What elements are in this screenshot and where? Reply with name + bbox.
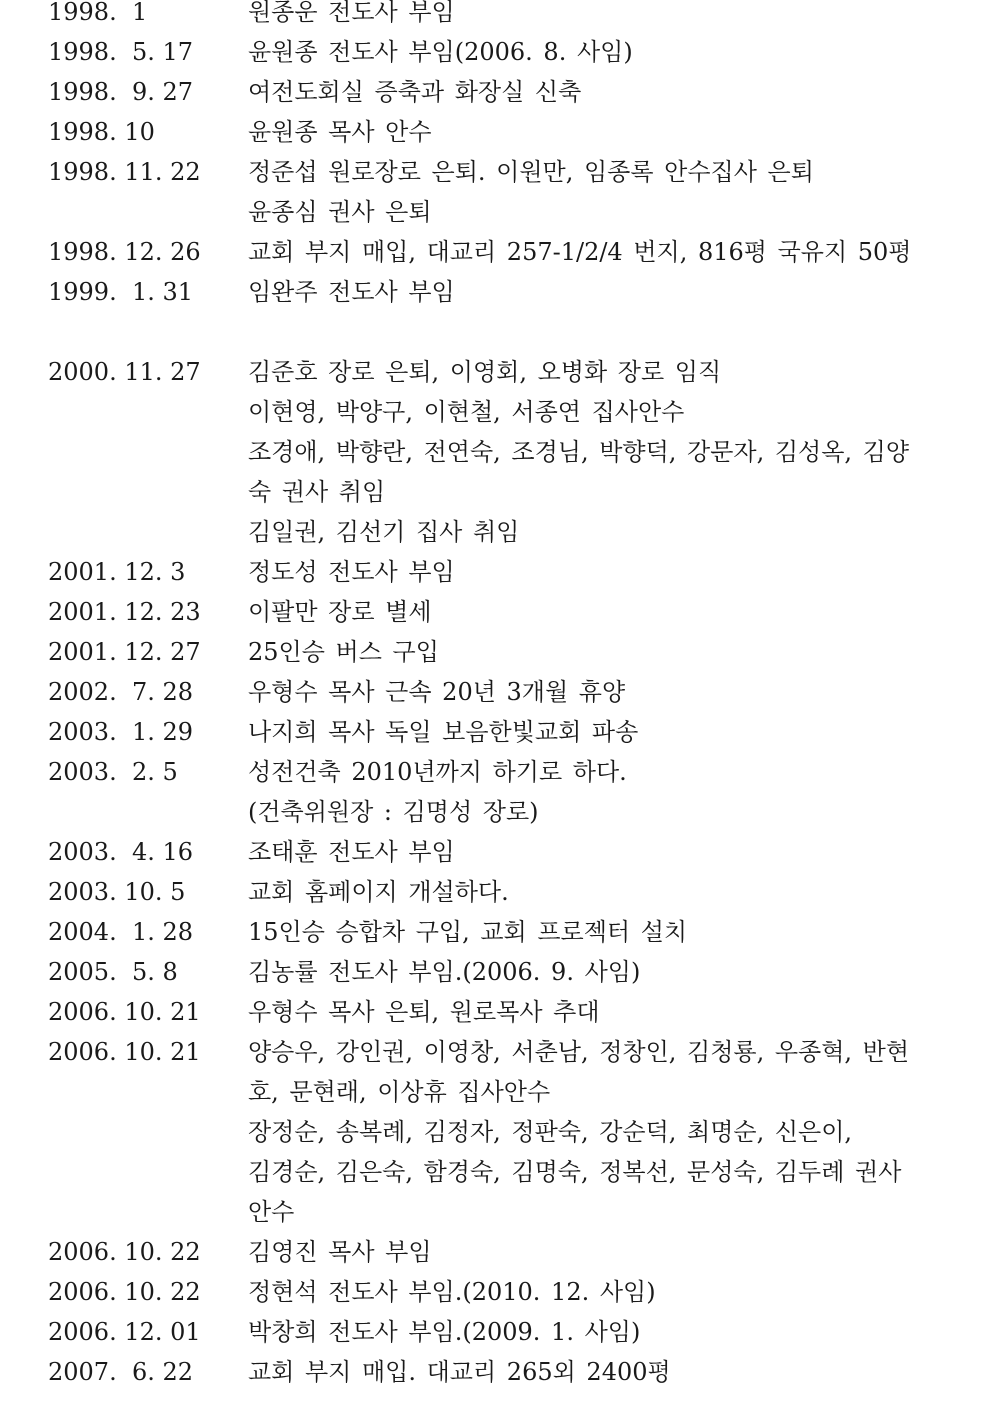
entry-description [248,1312,992,1352]
timeline-entry [0,112,992,152]
entry-description-line: 호, 문현래, 이상휴 집사안수 [248,1078,551,1106]
entry-date: 2003. 10. 5 [48,878,186,906]
timeline-entry [0,912,992,952]
entry-description-line: 이현영, 박양구, 이현철, 서종연 집사안수 [248,398,685,426]
entry-date: 2001. 12. 3 [48,558,186,586]
entry-description [248,992,992,1032]
entry-description-line: 안수 [248,1198,295,1226]
entry-description-line: 임완주 전도사 부임 [248,278,455,306]
entry-description-line: 성전건축 2010년까지 하기로 하다. [248,758,627,786]
entry-description [248,232,992,272]
timeline-entry [0,1352,992,1392]
entry-date: 2007. 6. 22 [48,1358,194,1386]
entry-description [248,1352,992,1392]
timeline-entry [0,712,992,752]
entry-date: 1998. 12. 26 [48,238,201,266]
entry-date: 2006. 10. 21 [48,998,201,1026]
timeline-entry [0,552,992,592]
entry-date: 2001. 12. 23 [48,598,201,626]
entry-description [248,312,992,352]
timeline-entry [0,272,992,312]
timeline-entry [0,832,992,872]
entry-date: 2003. 1. 29 [48,718,194,746]
entry-date: 2006. 10. 21 [48,1038,201,1066]
entry-description [248,112,992,152]
entry-description [248,1032,992,1232]
entry-date: 1998. 11. 22 [48,158,201,186]
entry-description [248,632,992,672]
entry-description-line: (건축위원장 : 김명성 장로) [248,798,539,826]
timeline-entry [0,952,992,992]
entry-description-line: 이팔만 장로 별세 [248,598,432,626]
entry-description-line: 양승우, 강인권, 이영창, 서춘남, 정창인, 김청룡, 우종혁, 반현 [248,1038,910,1066]
entry-description-line: 교회 홈페이지 개설하다. [248,878,509,906]
entry-description-line [248,312,992,352]
entry-description [248,712,992,752]
entry-description-line: 15인승 승합차 구입, 교회 프로젝터 설치 [248,918,688,946]
entry-date: 2003. 4. 16 [48,838,194,866]
entry-date: 2006. 12. 01 [48,1318,201,1346]
entry-date: 1998. 1 [48,0,148,26]
entry-description [248,872,992,912]
entry-date: 1998. 5. 17 [48,38,194,66]
entry-description-line: 윤종심 권사 은퇴 [248,198,432,226]
timeline-entry [0,592,992,632]
entry-description [248,952,992,992]
entry-description-line: 정준섭 원로장로 은퇴. 이원만, 임종록 안수집사 은퇴 [248,158,814,186]
timeline-entry [0,152,992,232]
entry-description-line: 김일권, 김선기 집사 취임 [248,518,520,546]
entry-date: 2005. 5. 8 [48,958,178,986]
entry-date [0,312,248,352]
entry-description [248,352,992,552]
timeline-entry [0,0,992,32]
entry-description [248,0,992,32]
entry-date: 1998. 9. 27 [48,78,194,106]
entry-description-line: 우형수 목사 은퇴, 원로목사 추대 [248,998,600,1026]
entry-description [248,912,992,952]
entry-description-line: 숙 권사 취임 [248,478,386,506]
entry-description-line: 여전도회실 증축과 화장실 신축 [248,78,582,106]
timeline-entry [0,312,992,352]
entry-description [248,752,992,832]
timeline-entry [0,1312,992,1352]
entry-description-line: 윤원종 목사 안수 [248,118,432,146]
timeline-entry [0,752,992,832]
entry-date: 2006. 10. 22 [48,1278,201,1306]
entry-description-line: 장정순, 송복례, 김정자, 정판숙, 강순덕, 최명순, 신은이, [248,1118,853,1146]
entry-description-line: 원종운 전도사 부임 [248,0,455,26]
entry-date: 1999. 1. 31 [48,278,194,306]
entry-date: 2002. 7. 28 [48,678,194,706]
entry-description-line: 나지희 목사 독일 보음한빛교회 파송 [248,718,639,746]
timeline-entry [0,1232,992,1272]
entry-description [248,1272,992,1312]
timeline-entry [0,232,992,272]
timeline-entry [0,632,992,672]
entry-description [248,552,992,592]
timeline-entry [0,32,992,72]
timeline-entry [0,1272,992,1312]
entry-description [248,832,992,872]
entry-description-line: 김경순, 김은숙, 함경숙, 김명숙, 정복선, 문성숙, 김두례 권사 [248,1158,902,1186]
entry-description-line: 정현석 전도사 부임.(2010. 12. 사임) [248,1278,656,1306]
entry-description-line: 25인승 버스 구입 [248,638,439,666]
entry-description-line: 김농률 전도사 부임.(2006. 9. 사임) [248,958,641,986]
timeline-entry [0,72,992,112]
entry-date: 2001. 12. 27 [48,638,201,666]
entry-description [248,592,992,632]
entry-description-line: 조경애, 박향란, 전연숙, 조경님, 박향덕, 강문자, 김성옥, 김양 [248,438,910,466]
entry-description [248,32,992,72]
entry-description [248,672,992,712]
entry-description-line: 교회 부지 매입. 대교리 265외 2400평 [248,1358,671,1386]
timeline-entry [0,872,992,912]
entry-date: 2003. 2. 5 [48,758,178,786]
timeline-entry [0,672,992,712]
entry-description-line: 조태훈 전도사 부임 [248,838,455,866]
entry-description-line: 박창희 전도사 부임.(2009. 1. 사임) [248,1318,641,1346]
entry-description [248,72,992,112]
entry-date: 2004. 1. 28 [48,918,194,946]
entry-description-line: 김영진 목사 부임 [248,1238,432,1266]
timeline-entry [0,1032,992,1232]
entry-description-line: 우형수 목사 근속 20년 3개월 휴양 [248,678,626,706]
timeline-entry [0,992,992,1032]
entry-description-line: 윤원종 전도사 부임(2006. 8. 사임) [248,38,633,66]
entry-description-line: 김준호 장로 은퇴, 이영회, 오병화 장로 임직 [248,358,722,386]
entry-date: 2000. 11. 27 [48,358,201,386]
entry-description [248,152,992,232]
entry-description-line: 교회 부지 매입, 대교리 257-1/2/4 번지, 816평 국유지 50평 [248,238,912,266]
timeline-entry [0,352,992,552]
entry-description [248,272,992,312]
entry-description [248,1232,992,1272]
entry-date: 1998. 10 [48,118,155,146]
entry-date: 2006. 10. 22 [48,1238,201,1266]
entry-description-line: 정도성 전도사 부임 [248,558,455,586]
